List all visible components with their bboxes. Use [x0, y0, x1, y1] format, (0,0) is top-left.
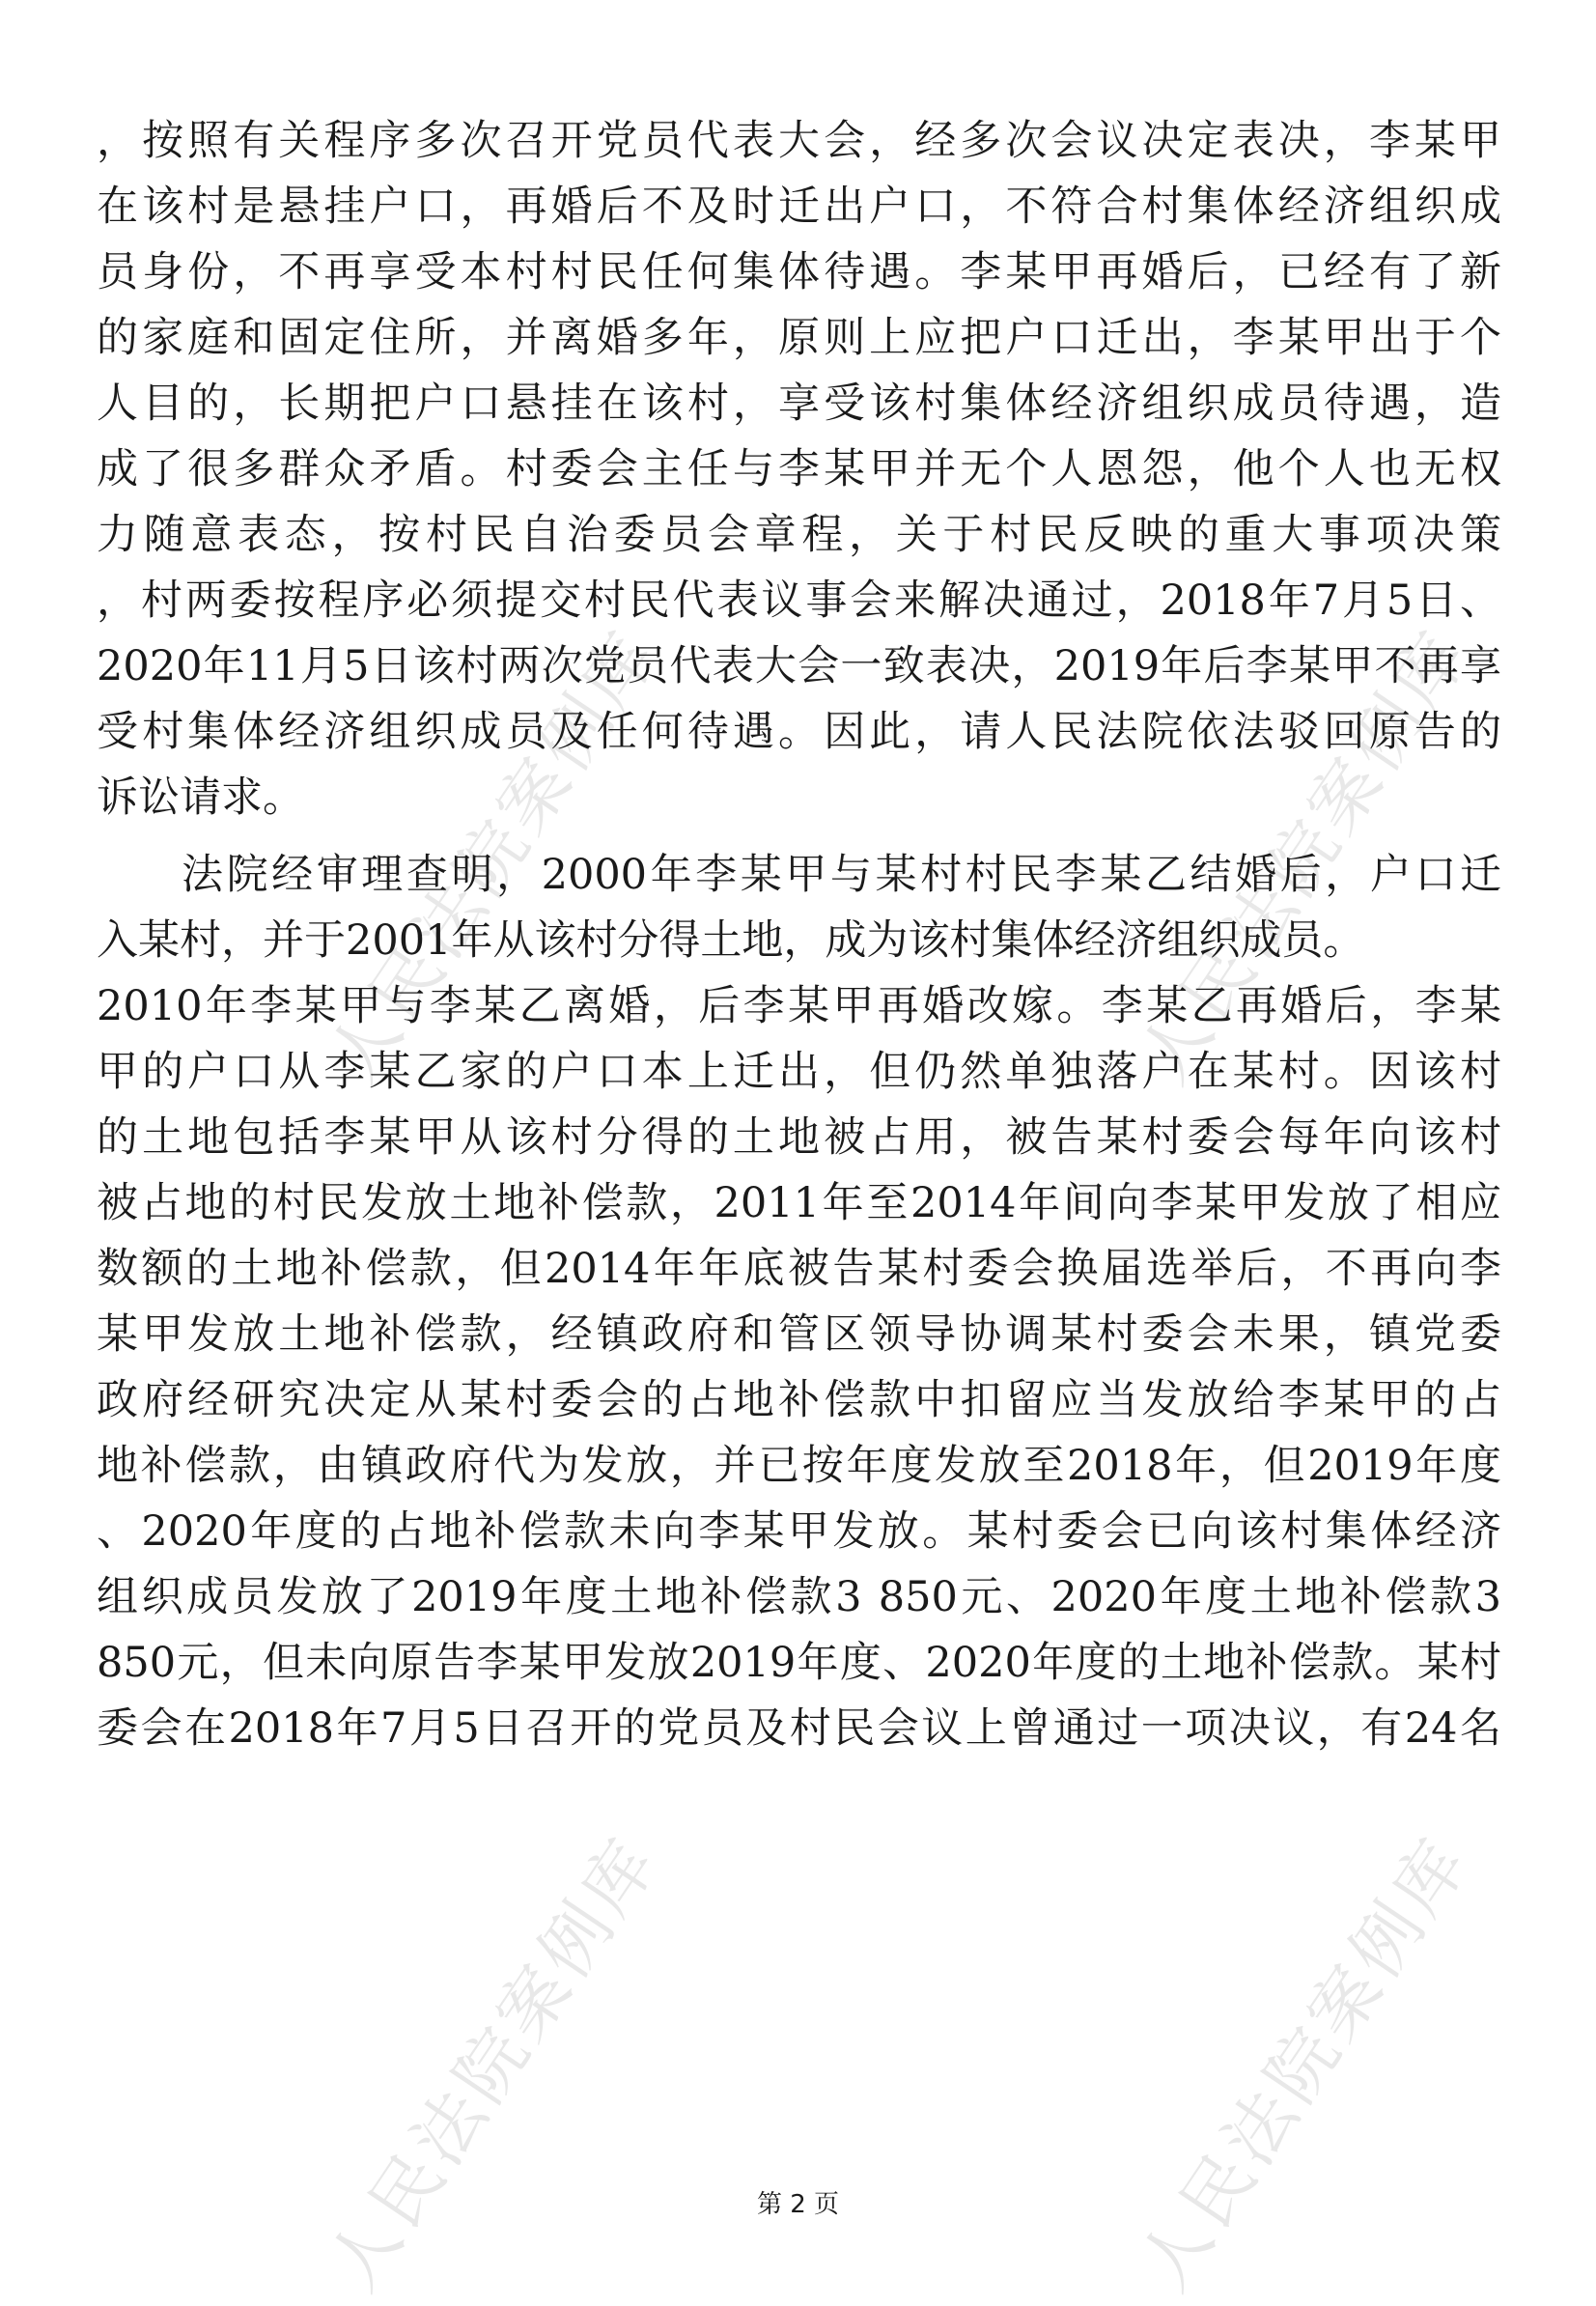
paragraph-2 [97, 842, 1501, 1761]
text-line: 甲的户口从李某乙家的户口本上迁出，但仍然单独落户在某村。因该村 [97, 1048, 1501, 1096]
text-line: 组织成员发放了2019年度土地补偿款3 850元、2020年度土地补偿款3 [97, 1573, 1501, 1621]
paragraph-1 [97, 108, 1501, 830]
watermark-text: 人民法院案例库 [1123, 614, 1486, 1097]
text-line: 委会在2018年7月5日召开的党员及村民会议上曾通过一项决议，有24名 [97, 1704, 1501, 1753]
text-line: 成了很多群众矛盾。村委会主任与李某甲并无个人恩怨，他个人也无权 [97, 445, 1501, 493]
text-line: 2020年11月5日该村两次党员代表大会一致表决，2019年后李某甲不再享 [97, 642, 1501, 690]
text-line: 人目的，长期把户口悬挂在该村，享受该村集体经济组织成员待遇，造 [97, 380, 1501, 428]
text-line: 某甲发放土地补偿款，经镇政府和管区领导协调某村委会未果，镇党委 [97, 1310, 1501, 1359]
text-line: ，按照有关程序多次召开党员代表大会，经多次会议决定表决，李某甲 [97, 117, 1501, 165]
text-line: 入某村，并于2001年从该村分得土地，成为该村集体经济组织成员。 [97, 916, 1365, 965]
watermark-text: 人民法院案例库 [312, 614, 675, 1097]
document-body [97, 108, 1501, 1761]
text-line: 法院经审理查明，2000年李某甲与某村村民李某乙结婚后，户口迁 [182, 851, 1501, 899]
text-line: ，村两委按程序必须提交村民代表议事会来解决通过，2018年7月5日、 [97, 576, 1501, 625]
page-number: 第 2 页 [756, 2190, 840, 2219]
text-line: 被占地的村民发放土地补偿款，2011年至2014年间向李某甲发放了相应 [97, 1179, 1501, 1227]
paragraph-gap [97, 830, 1501, 842]
text-line: 力随意表态，按村民自治委员会章程，关于村民反映的重大事项决策 [97, 511, 1501, 559]
text-line: 政府经研究决定从某村委会的占地补偿款中扣留应当发放给李某甲的占 [97, 1376, 1501, 1424]
text-line: 诉讼请求。 [97, 773, 304, 822]
watermark-text: 人民法院案例库 [1123, 1821, 1486, 2304]
text-line: 数额的土地补偿款，但2014年年底被告某村委会换届选举后，不再向李 [97, 1245, 1501, 1293]
text-line: 、2020年度的占地补偿款未向李某甲发放。某村委会已向该村集体经济 [97, 1507, 1501, 1556]
text-line: 员身份，不再享受本村村民任何集体待遇。李某甲再婚后，已经有了新 [97, 248, 1501, 296]
watermark-text: 人民法院案例库 [312, 1821, 675, 2304]
text-line: 2010年李某甲与李某乙离婚，后李某甲再婚改嫁。李某乙再婚后，李某 [97, 982, 1501, 1030]
text-line: 850元，但未向原告李某甲发放2019年度、2020年度的土地补偿款。某村 [97, 1639, 1501, 1687]
text-line: 在该村是悬挂户口，再婚后不及时迁出户口，不符合村集体经济组织成 [97, 183, 1501, 231]
text-line: 地补偿款，由镇政府代为发放，并已按年度发放至2018年，但2019年度 [97, 1442, 1501, 1490]
text-line: 受村集体经济组织成员及任何待遇。因此，请人民法院依法驳回原告的 [97, 708, 1501, 756]
text-line: 的土地包括李某甲从该村分得的土地被占用，被告某村委会每年向该村 [97, 1113, 1501, 1162]
text-line: 的家庭和固定住所，并离婚多年，原则上应把户口迁出，李某甲出于个 [97, 314, 1501, 362]
